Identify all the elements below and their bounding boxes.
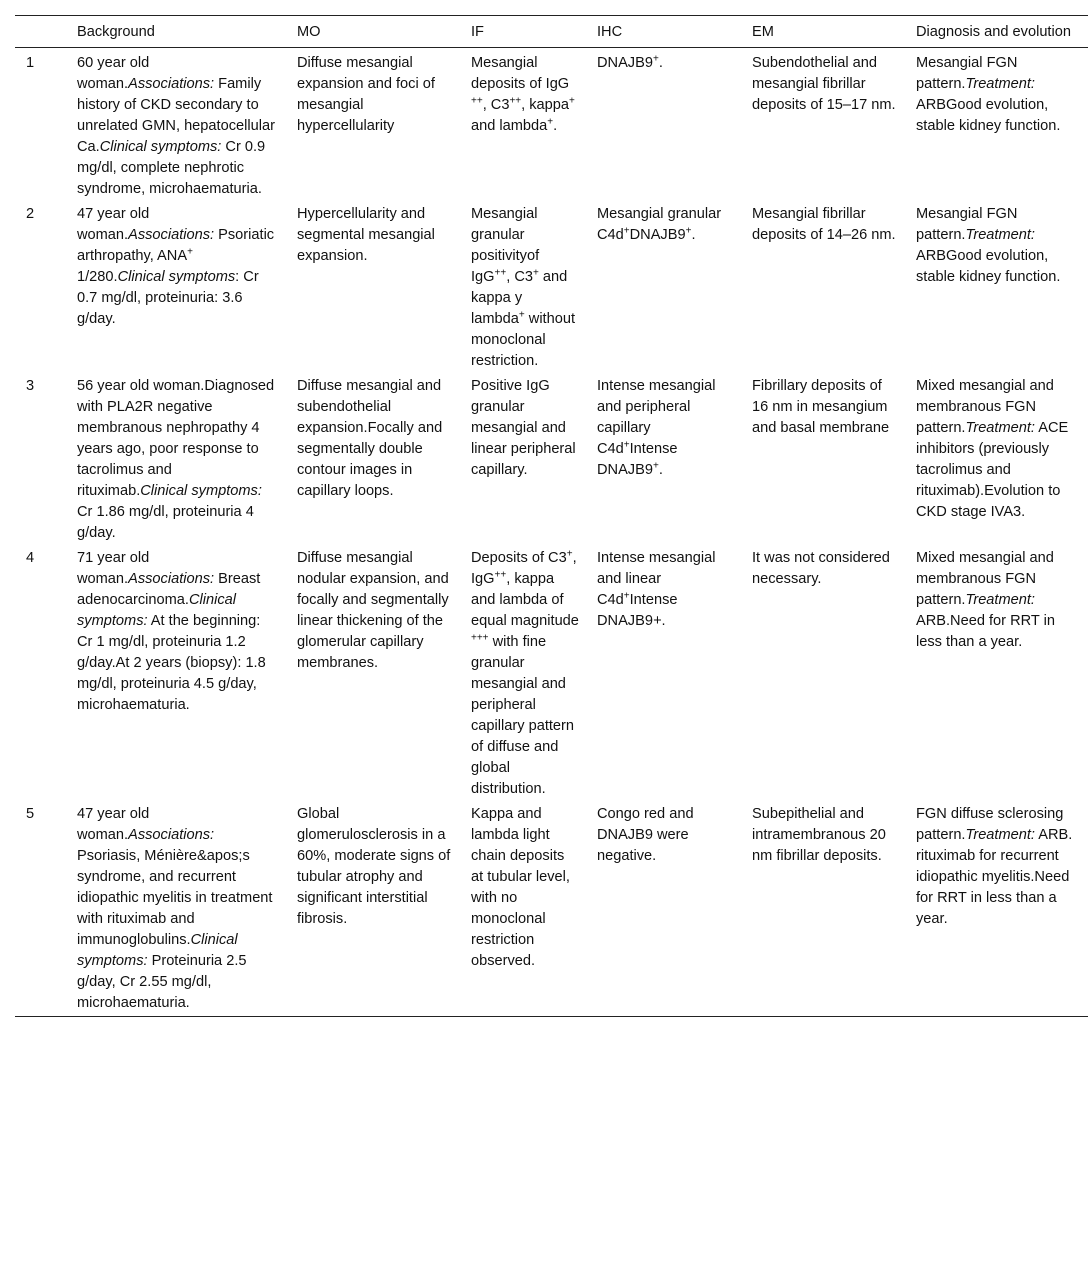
table-body bbox=[15, 48, 1088, 1017]
cell-text: At the beginning: Cr 1 mg/dl, proteinuria 1.2 g/day.At 2 years (biopsy): 1.8 mg/dl, proteinuria 4.5 g/day, microhaematuria. bbox=[77, 613, 266, 713]
diagnosis-cell bbox=[906, 802, 1088, 1017]
header-ihc: IHC bbox=[597, 24, 623, 40]
header-if: IF bbox=[471, 24, 484, 40]
mo-cell bbox=[287, 48, 461, 203]
cell-text: Mesangial deposits of IgG bbox=[471, 55, 570, 92]
background-cell bbox=[67, 374, 287, 546]
em-cell bbox=[742, 202, 906, 374]
case-number-cell: 3 bbox=[26, 378, 35, 394]
cell-text: 47 year old woman. bbox=[77, 806, 150, 843]
superscript: ++ bbox=[471, 95, 483, 107]
header-background: Background bbox=[77, 24, 155, 40]
background-cell bbox=[67, 48, 287, 203]
superscript: + bbox=[623, 225, 630, 237]
cell-text: ARB.Need for RRT in less than a year. bbox=[916, 613, 1055, 650]
italic-label: Treatment: bbox=[965, 827, 1035, 843]
italic-label: Associations: bbox=[128, 827, 215, 843]
cell-text: Mixed mesangial and membranous FGN pattern. bbox=[916, 550, 1054, 608]
table-row bbox=[15, 374, 1088, 546]
italic-label: Clinical symptoms: bbox=[77, 592, 237, 629]
background-cell bbox=[67, 546, 287, 802]
cell-text: Psoriasis, Ménière&apos;s syndrome, and recurrent idiopathic myelitis in treatment with rituximab and immunoglobulins. bbox=[77, 848, 273, 948]
cell-text: Subendothelial and mesangial fibrillar deposits of 15–17 nm. bbox=[752, 55, 896, 113]
superscript: ++ bbox=[494, 569, 507, 581]
cell-text: Kappa and lambda light chain deposits at tubular level, with no monoclonal restriction observed. bbox=[471, 806, 570, 969]
cell-text: Family history of CKD secondary to unrelated GMN, hepatocellular Ca. bbox=[77, 76, 275, 155]
italic-label: Clinical symptoms bbox=[117, 269, 236, 285]
superscript: + bbox=[652, 460, 659, 472]
case-number-cell: 2 bbox=[26, 206, 35, 222]
superscript: + bbox=[187, 246, 193, 258]
cell-text: Intense DNAJB9 bbox=[597, 592, 678, 629]
cell-text: Mesangial fibrillar deposits of 14–26 nm. bbox=[752, 206, 896, 243]
cell-text: . bbox=[661, 613, 666, 629]
italic-label: Clinical symptoms: bbox=[99, 139, 222, 155]
cell-text: Hypercellularity and segmental mesangial expansion. bbox=[297, 206, 435, 264]
cell-text: , C3 bbox=[506, 269, 533, 285]
italic-label: Treatment: bbox=[965, 420, 1035, 436]
cell-text: Diffuse mesangial and subendothelial expansion.Focally and segmentally double contour images in capillary loops. bbox=[297, 378, 443, 499]
em-cell bbox=[742, 546, 906, 802]
cell-text: and lambda bbox=[471, 118, 548, 134]
ihc-cell bbox=[587, 374, 742, 546]
if-cell bbox=[461, 48, 587, 203]
cell-text: Intense mesangial and peripheral capillary C4d bbox=[597, 378, 716, 457]
italic-label: + bbox=[652, 613, 662, 629]
cell-text: DNAJB9 bbox=[597, 55, 653, 71]
italic-label: Treatment: bbox=[965, 592, 1035, 608]
if-cell bbox=[461, 374, 587, 546]
cell-text: Global glomerulosclerosis in a 60%, moderate signs of tubular atrophy and significant interstitial fibrosis. bbox=[297, 806, 451, 927]
cell-text: , kappa bbox=[521, 97, 570, 113]
italic-label: Associations: bbox=[128, 227, 215, 243]
cell-text: 60 year old woman. bbox=[77, 55, 150, 92]
superscript: + bbox=[547, 116, 554, 128]
cell-text: . bbox=[658, 462, 663, 478]
superscript: ++ bbox=[494, 267, 507, 279]
cell-text: Cr 0.9 mg/dl, complete nephrotic syndrome, microhaematuria. bbox=[77, 139, 266, 197]
table-row bbox=[15, 48, 1088, 203]
cell-text: . bbox=[691, 227, 696, 243]
cell-text: ACE inhibitors (previously tacrolimus and rituximab).Evolution to CKD stage IVA3. bbox=[916, 420, 1069, 520]
background-cell bbox=[67, 802, 287, 1017]
cell-text: Intense DNAJB9 bbox=[597, 441, 678, 478]
cell-text: Mesangial granular positivityof IgG bbox=[471, 206, 540, 285]
superscript: + bbox=[566, 548, 573, 560]
case-table bbox=[15, 15, 1088, 1017]
cell-text: Psoriatic arthropathy, ANA bbox=[77, 227, 275, 264]
superscript: ++ bbox=[509, 95, 522, 107]
diagnosis-cell bbox=[906, 48, 1088, 203]
superscript: + bbox=[652, 53, 659, 65]
italic-label: Treatment: bbox=[965, 76, 1035, 92]
cell-text: , C3 bbox=[482, 97, 510, 113]
superscript: + bbox=[623, 439, 630, 451]
ihc-cell bbox=[587, 202, 742, 374]
table-row bbox=[15, 202, 1088, 374]
cell-text: Mesangial FGN pattern. bbox=[916, 206, 1018, 243]
case-number-cell: 4 bbox=[26, 550, 35, 566]
ihc-cell bbox=[587, 546, 742, 802]
mo-cell bbox=[287, 374, 461, 546]
case-number-cell: 1 bbox=[26, 55, 35, 71]
cell-text: Positive IgG granular mesangial and linear peripheral capillary. bbox=[471, 378, 576, 478]
ihc-cell bbox=[587, 48, 742, 203]
italic-label: Associations: bbox=[128, 76, 215, 92]
if-cell bbox=[461, 546, 587, 802]
cell-text: 71 year old woman. bbox=[77, 550, 150, 587]
cell-text: 47 year old woman. bbox=[77, 206, 150, 243]
table-header bbox=[15, 16, 1088, 48]
cell-text: Mixed mesangial and membranous FGN pattern. bbox=[916, 378, 1054, 436]
cell-text: Breast adenocarcinoma. bbox=[77, 571, 261, 608]
superscript: +++ bbox=[471, 632, 489, 644]
em-cell bbox=[742, 48, 906, 203]
cell-text: ARB. rituximab for recurrent idiopathic myelitis.Need for RRT in less than a year. bbox=[916, 827, 1073, 927]
cell-text: Intense mesangial and linear C4d bbox=[597, 550, 716, 608]
cell-text: Fibrillary deposits of 16 nm in mesangium and basal membrane bbox=[752, 378, 890, 436]
em-cell bbox=[742, 374, 906, 546]
cell-text: . bbox=[658, 55, 663, 71]
cell-text: Congo red and DNAJB9 were negative. bbox=[597, 806, 694, 864]
cell-text: Proteinuria 2.5 g/day, Cr 2.55 mg/dl, microhaematuria. bbox=[77, 953, 247, 1011]
diagnosis-cell bbox=[906, 546, 1088, 802]
header-row bbox=[15, 16, 1088, 48]
mo-cell bbox=[287, 546, 461, 802]
cell-text: Mesangial granular C4d bbox=[597, 206, 722, 243]
header-mo: MO bbox=[297, 24, 321, 40]
ihc-cell bbox=[587, 802, 742, 1017]
italic-label: Associations: bbox=[128, 571, 215, 587]
cell-text: and kappa y lambda bbox=[471, 269, 568, 327]
background-cell bbox=[67, 202, 287, 374]
header-em: EM bbox=[752, 24, 774, 40]
cell-text: Cr 1.86 mg/dl, proteinuria 4 g/day. bbox=[77, 504, 254, 541]
superscript: + bbox=[518, 309, 525, 321]
diagnosis-cell bbox=[906, 202, 1088, 374]
cell-text: Mesangial FGN pattern. bbox=[916, 55, 1018, 92]
cell-text: ARBGood evolution, stable kidney function. bbox=[916, 248, 1061, 285]
cell-text: 1/280. bbox=[77, 269, 118, 285]
mo-cell bbox=[287, 202, 461, 374]
table-row bbox=[15, 802, 1088, 1017]
cell-text: without monoclonal restriction. bbox=[471, 311, 576, 369]
italic-label: Clinical symptoms: bbox=[77, 932, 238, 969]
cell-text: , kappa and lambda of equal magnitude bbox=[471, 571, 579, 629]
case-number-cell: 5 bbox=[26, 806, 35, 822]
cell-text: Subepithelial and intramembranous 20 nm fibrillar deposits. bbox=[752, 806, 886, 864]
if-cell bbox=[461, 202, 587, 374]
superscript: + bbox=[623, 590, 630, 602]
cell-text: 56 year old woman.Diagnosed with PLA2R negative membranous nephropathy 4 years ago, poor response to tacrolimus and rituximab. bbox=[77, 378, 275, 499]
cell-text: It was not considered necessary. bbox=[752, 550, 890, 587]
cell-text: . bbox=[553, 118, 558, 134]
table-row bbox=[15, 546, 1088, 802]
cell-text: FGN diffuse sclerosing pattern. bbox=[916, 806, 1064, 843]
superscript: + bbox=[569, 95, 575, 107]
italic-label: Clinical symptoms: bbox=[140, 483, 262, 499]
header-diagnosis: Diagnosis and evolution bbox=[916, 24, 1071, 40]
if-cell bbox=[461, 802, 587, 1017]
cell-text: ARBGood evolution, stable kidney function. bbox=[916, 97, 1061, 134]
mo-cell bbox=[287, 802, 461, 1017]
cell-text: with fine granular mesangial and peripheral capillary pattern of diffuse and global distribution. bbox=[471, 634, 575, 797]
superscript: + bbox=[685, 225, 692, 237]
cell-text: : Cr 0.7 mg/dl, proteinuria: 3.6 g/day. bbox=[77, 269, 259, 327]
cell-text: Deposits of C3 bbox=[471, 550, 567, 566]
header-case-number bbox=[15, 16, 67, 48]
superscript: + bbox=[532, 267, 539, 279]
em-cell bbox=[742, 802, 906, 1017]
italic-label: Treatment: bbox=[965, 227, 1035, 243]
cell-text: Diffuse mesangial expansion and foci of mesangial hypercellularity bbox=[297, 55, 435, 134]
cell-text: DNAJB9 bbox=[629, 227, 686, 243]
cell-text: Diffuse mesangial nodular expansion, and focally and segmentally linear thickening of the glomerular capillary membranes. bbox=[297, 550, 449, 671]
diagnosis-cell bbox=[906, 374, 1088, 546]
cell-text: , IgG bbox=[471, 550, 577, 587]
